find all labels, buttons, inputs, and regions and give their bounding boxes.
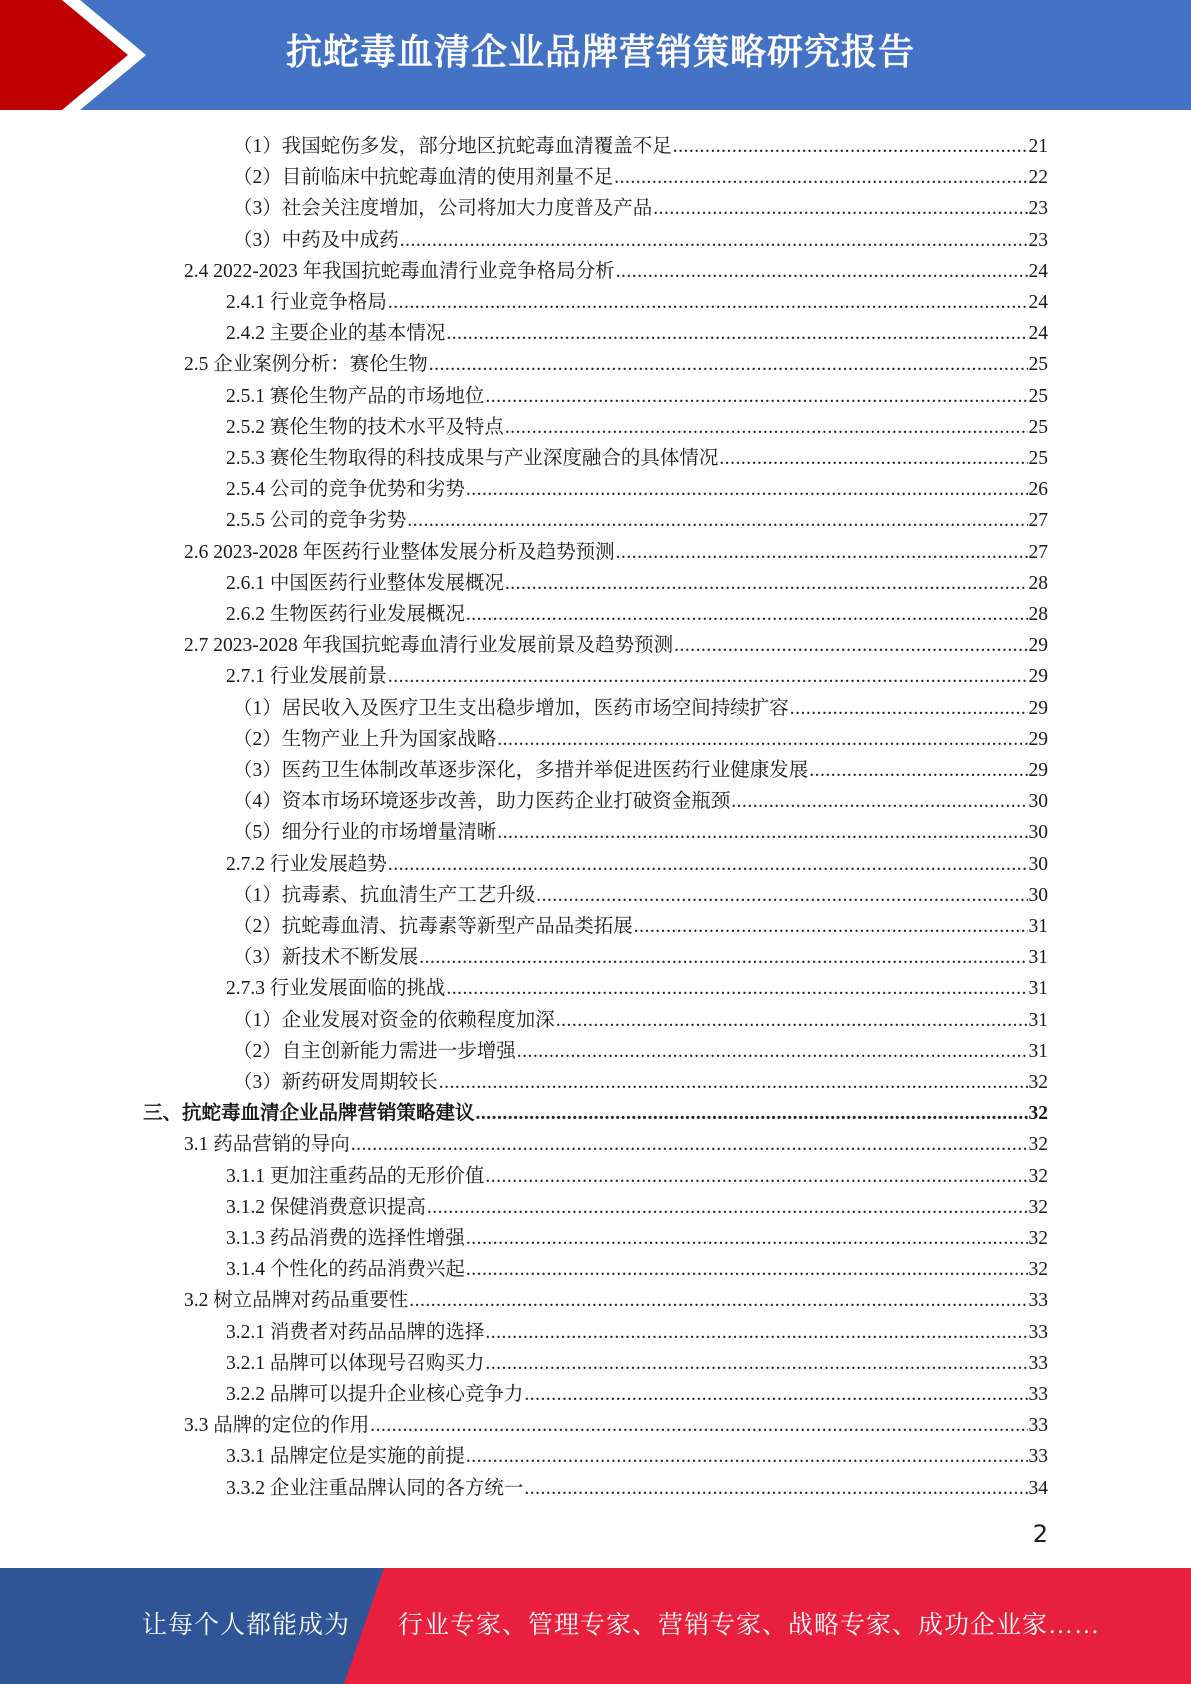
toc-entry-page: 29 <box>1028 666 1048 687</box>
toc-entry-page: 33 <box>1028 1290 1048 1311</box>
toc-entry-page: 33 <box>1028 1415 1048 1436</box>
toc-dot-leader <box>400 229 1028 253</box>
toc-entry-page: 23 <box>1028 198 1048 219</box>
toc-entry-title: 2.4 2022-2023 年我国抗蛇毒血清行业竞争格局分析 <box>184 261 615 282</box>
toc-entry[interactable] <box>233 721 1048 752</box>
toc-dot-leader <box>388 853 1028 877</box>
toc-entry-title: 3.2 树立品牌对药品重要性 <box>184 1290 409 1311</box>
toc-entry[interactable] <box>226 1189 1048 1220</box>
toc-entry-page: 32 <box>1028 1228 1048 1249</box>
footer-banner <box>0 1568 1191 1684</box>
toc-entry-title: 3.3 品牌的定位的作用 <box>184 1415 370 1436</box>
toc-entry-page: 21 <box>1028 136 1048 157</box>
toc-dot-leader <box>731 790 1027 814</box>
toc-entry-page: 28 <box>1028 604 1048 625</box>
toc-dot-leader <box>485 1165 1027 1189</box>
toc-entry[interactable] <box>184 346 1048 377</box>
toc-dot-leader <box>614 166 1027 190</box>
toc-entry[interactable] <box>226 1220 1048 1251</box>
toc-entry-title: 3.1.2 保健消费意识提高 <box>226 1197 426 1218</box>
toc-entry-page: 29 <box>1028 760 1048 781</box>
toc-entry-title: 2.6.1 中国医药行业整体发展概况 <box>226 573 504 594</box>
toc-dot-leader <box>497 821 1027 845</box>
toc-dot-leader <box>616 260 1028 284</box>
toc-entry-page: 29 <box>1028 635 1048 656</box>
toc-dot-leader <box>673 135 1028 159</box>
toc-entry-page: 30 <box>1028 822 1048 843</box>
toc-dot-leader <box>351 1133 1028 1157</box>
toc-entry[interactable] <box>226 471 1048 502</box>
toc-entry-title: （3）新药研发周期较长 <box>233 1072 438 1093</box>
toc-entry-title: 2.5.5 公司的竞争劣势 <box>226 510 407 531</box>
toc-entry-title: 3.2.1 品牌可以体现号召购买力 <box>226 1353 485 1374</box>
toc-entry-title: 3.2.2 品牌可以提升企业核心竞争力 <box>226 1384 524 1405</box>
toc-entry[interactable] <box>233 752 1048 783</box>
toc-entry-title: （3）中药及中成药 <box>233 230 399 251</box>
toc-dot-leader <box>419 946 1027 970</box>
toc-entry[interactable] <box>226 315 1048 346</box>
toc-entry-page: 23 <box>1028 230 1048 251</box>
toc-entry-page: 32 <box>1028 1134 1048 1155</box>
toc-entry-page: 24 <box>1028 261 1048 282</box>
toc-entry[interactable] <box>184 534 1048 565</box>
toc-entry[interactable] <box>226 502 1048 533</box>
toc-entry-title: 2.7.3 行业发展面临的挑战 <box>226 978 446 999</box>
toc-entry[interactable] <box>184 1407 1048 1438</box>
toc-entry-page: 28 <box>1028 573 1048 594</box>
toc-entry-page: 31 <box>1028 947 1048 968</box>
toc-dot-leader <box>427 1196 1028 1220</box>
toc-entry[interactable] <box>233 159 1048 190</box>
toc-entry-title: 2.4.2 主要企业的基本情况 <box>226 323 446 344</box>
toc-dot-leader <box>653 197 1027 221</box>
toc-entry[interactable] <box>226 1251 1048 1282</box>
toc-dot-leader <box>407 509 1027 533</box>
toc-entry[interactable] <box>226 1345 1048 1376</box>
toc-entry[interactable] <box>226 1470 1048 1501</box>
toc-entry-page: 29 <box>1028 729 1048 750</box>
toc-entry[interactable] <box>233 128 1048 159</box>
toc-entry-page: 24 <box>1028 292 1048 313</box>
toc-entry[interactable] <box>226 846 1048 877</box>
toc-dot-leader <box>485 1321 1027 1345</box>
toc-entry[interactable] <box>226 596 1048 627</box>
toc-entry-title: 3.2.1 消费者对药品品牌的选择 <box>226 1322 485 1343</box>
toc-dot-leader <box>505 572 1028 596</box>
toc-entry-page: 34 <box>1028 1478 1048 1499</box>
toc-entry-title: 2.7 2023-2028 年我国抗蛇毒血清行业发展前景及趋势预测 <box>184 635 674 656</box>
toc-dot-leader <box>446 977 1027 1001</box>
page-number: 2 <box>1032 1520 1048 1548</box>
toc-dot-leader <box>674 634 1027 658</box>
toc-entry-title: 三、抗蛇毒血清企业品牌营销策略建议 <box>143 1103 475 1124</box>
toc-entry-page: 26 <box>1028 479 1048 500</box>
toc-dot-leader <box>790 697 1028 721</box>
toc-dot-leader <box>466 1227 1028 1251</box>
toc-dot-leader <box>476 1102 1028 1126</box>
toc-entry[interactable] <box>233 1002 1048 1033</box>
toc-entry-page: 30 <box>1028 791 1048 812</box>
toc-entry-page: 33 <box>1028 1446 1048 1467</box>
toc-entry-title: 2.5 企业案例分析：赛伦生物 <box>184 354 428 375</box>
toc-dot-leader <box>429 353 1028 377</box>
toc-entry[interactable] <box>233 1064 1048 1095</box>
toc-entry-page: 22 <box>1028 167 1048 188</box>
header-banner <box>0 0 1191 110</box>
toc-entry-page: 25 <box>1028 354 1048 375</box>
toc-entry[interactable] <box>226 1376 1048 1407</box>
toc-dot-leader <box>536 884 1027 908</box>
toc-entry[interactable] <box>233 222 1048 253</box>
toc-entry[interactable] <box>233 908 1048 939</box>
toc-entry-title: 2.4.1 行业竞争格局 <box>226 292 387 313</box>
toc-entry-title: （2）抗蛇毒血清、抗毒素等新型产品品类拓展 <box>233 916 633 937</box>
toc-dot-leader <box>466 603 1028 627</box>
toc-dot-leader <box>485 1352 1027 1376</box>
toc-dot-leader <box>466 478 1028 502</box>
toc-entry-title: （2）生物产业上升为国家战略 <box>233 729 497 750</box>
toc-entry[interactable] <box>233 783 1048 814</box>
toc-entry[interactable] <box>226 1438 1048 1469</box>
toc-entry[interactable] <box>184 627 1048 658</box>
footer-slogan-left: 让每个人都能成为 <box>142 1612 351 1639</box>
toc-entry-title: 2.7.2 行业发展趋势 <box>226 854 387 875</box>
toc-entry-page: 33 <box>1028 1322 1048 1343</box>
toc-entry-page: 27 <box>1028 542 1048 563</box>
toc-entry[interactable] <box>233 877 1048 908</box>
toc-entry-title: 3.1.3 药品消费的选择性增强 <box>226 1228 465 1249</box>
toc-dot-leader <box>524 1477 1027 1501</box>
toc-entry-title: 3.1.4 个性化的药品消费兴起 <box>226 1259 465 1280</box>
toc-entry-title: 3.1 药品营销的导向 <box>184 1134 350 1155</box>
toc-entry[interactable] <box>233 814 1048 845</box>
toc-entry-title: （3）新技术不断发展 <box>233 947 419 968</box>
toc-dot-leader <box>388 291 1028 315</box>
toc-dot-leader <box>634 915 1028 939</box>
toc-dot-leader <box>809 759 1027 783</box>
toc-entry-title: （1）居民收入及医疗卫生支出稳步增加，医药市场空间持续扩容 <box>233 698 789 719</box>
toc-entry-page: 32 <box>1028 1072 1048 1093</box>
toc-dot-leader <box>556 1009 1028 1033</box>
toc-entry[interactable] <box>143 1095 1048 1126</box>
toc-dot-leader <box>719 447 1027 471</box>
toc-entry-page: 29 <box>1028 698 1048 719</box>
document-title: 抗蛇毒血清企业品牌营销策略研究报告 <box>285 32 915 73</box>
toc-entry-page: 25 <box>1028 417 1048 438</box>
toc-entry[interactable] <box>226 284 1048 315</box>
toc-dot-leader <box>517 1040 1028 1064</box>
toc-entry-title: 2.6 2023-2028 年医药行业整体发展分析及趋势预测 <box>184 542 615 563</box>
toc-entry[interactable] <box>226 565 1048 596</box>
toc-entry-title: 2.5.3 赛伦生物取得的科技成果与产业深度融合的具体情况 <box>226 448 719 469</box>
toc-entry-title: （1）企业发展对资金的依赖程度加深 <box>233 1010 555 1031</box>
toc-entry[interactable] <box>226 378 1048 409</box>
toc-entry[interactable] <box>226 658 1048 689</box>
toc-entry-page: 32 <box>1028 1103 1048 1124</box>
toc-dot-leader <box>497 728 1027 752</box>
toc-entry[interactable] <box>226 440 1048 471</box>
toc-entry-title: （3）社会关注度增加，公司将加大力度普及产品 <box>233 198 653 219</box>
toc-entry-title: 2.7.1 行业发展前景 <box>226 666 387 687</box>
toc-dot-leader <box>388 665 1028 689</box>
toc-entry-page: 33 <box>1028 1353 1048 1374</box>
toc-entry[interactable] <box>226 1158 1048 1189</box>
toc-entry-page: 31 <box>1028 978 1048 999</box>
toc-dot-leader <box>616 541 1028 565</box>
toc-entry-title: 2.5.1 赛伦生物产品的市场地位 <box>226 386 485 407</box>
toc-entry[interactable] <box>184 1282 1048 1313</box>
toc-entry-title: （4）资本市场环境逐步改善，助力医药企业打破资金瓶颈 <box>233 791 731 812</box>
toc-entry-title: （1）我国蛇伤多发，部分地区抗蛇毒血清覆盖不足 <box>233 136 672 157</box>
toc-dot-leader <box>466 1445 1028 1469</box>
toc-entry[interactable] <box>226 409 1048 440</box>
toc-entry[interactable] <box>233 1033 1048 1064</box>
toc-dot-leader <box>439 1071 1028 1095</box>
toc-entry-page: 24 <box>1028 323 1048 344</box>
toc-entry-title: 3.1.1 更加注重药品的无形价值 <box>226 1166 485 1187</box>
toc-dot-leader <box>505 416 1028 440</box>
toc-dot-leader <box>370 1414 1027 1438</box>
toc-entry-title: 3.3.1 品牌定位是实施的前提 <box>226 1446 465 1467</box>
toc-entry-title: 3.3.2 企业注重品牌认同的各方统一 <box>226 1478 524 1499</box>
toc-entry-page: 30 <box>1028 854 1048 875</box>
toc-entry[interactable] <box>233 939 1048 970</box>
toc-entry[interactable] <box>184 253 1048 284</box>
footer-slogan-right: 行业专家、管理专家、营销专家、战略专家、成功企业家…… <box>398 1612 1101 1639</box>
toc-entry-page: 31 <box>1028 916 1048 937</box>
toc-entry[interactable] <box>226 970 1048 1001</box>
toc-dot-leader <box>466 1258 1028 1282</box>
toc-entry[interactable] <box>233 190 1048 221</box>
toc-entry-title: 2.6.2 生物医药行业发展概况 <box>226 604 465 625</box>
toc-dot-leader <box>446 322 1027 346</box>
toc-entry-title: （2）目前临床中抗蛇毒血清的使用剂量不足 <box>233 167 614 188</box>
toc-entry-title: 2.5.2 赛伦生物的技术水平及特点 <box>226 417 504 438</box>
toc-dot-leader <box>524 1383 1027 1407</box>
toc-dot-leader <box>409 1289 1027 1313</box>
toc-entry[interactable] <box>226 1314 1048 1345</box>
toc-entry-page: 25 <box>1028 448 1048 469</box>
toc-entry-title: （2）自主创新能力需进一步增强 <box>233 1041 516 1062</box>
toc-entry[interactable] <box>184 1126 1048 1157</box>
toc-entry-title: 2.5.4 公司的竞争优势和劣势 <box>226 479 465 500</box>
toc-entry-page: 30 <box>1028 885 1048 906</box>
toc-entry-page: 33 <box>1028 1384 1048 1405</box>
toc-entry-page: 31 <box>1028 1041 1048 1062</box>
toc-entry-page: 32 <box>1028 1197 1048 1218</box>
toc-entry-title: （5）细分行业的市场增量清晰 <box>233 822 497 843</box>
toc-entry-page: 32 <box>1028 1166 1048 1187</box>
toc-entry-page: 25 <box>1028 386 1048 407</box>
toc-dot-leader <box>485 385 1027 409</box>
toc-entry-page: 27 <box>1028 510 1048 531</box>
toc-entry-page: 32 <box>1028 1259 1048 1280</box>
toc-entry-title: （1）抗毒素、抗血清生产工艺升级 <box>233 885 536 906</box>
toc-entry[interactable] <box>233 690 1048 721</box>
toc-entry-page: 31 <box>1028 1010 1048 1031</box>
toc-entry-title: （3）医药卫生体制改革逐步深化，多措并举促进医药行业健康发展 <box>233 760 809 781</box>
